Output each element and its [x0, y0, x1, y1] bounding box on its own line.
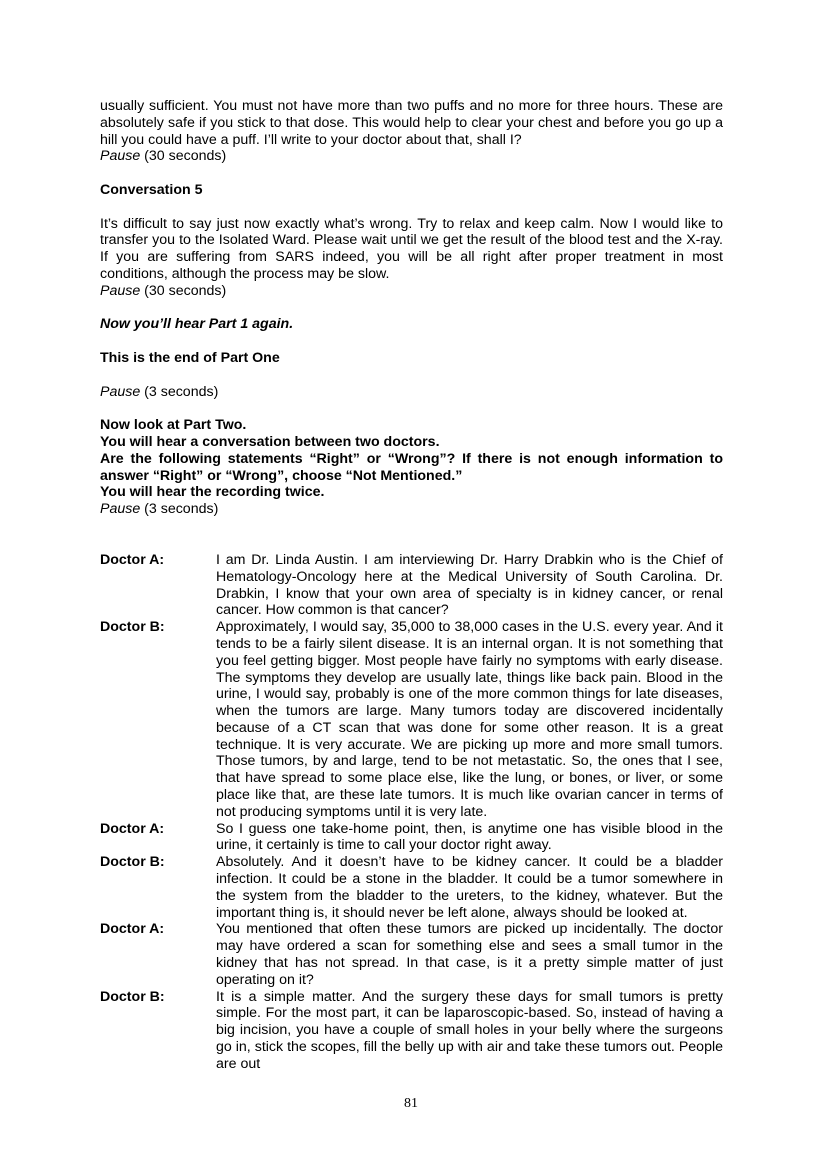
speaker-label: Doctor A: — [100, 921, 165, 938]
speaker-label: Doctor B: — [100, 619, 165, 636]
speaker-label: Doctor B: — [100, 854, 165, 871]
pause-label: Pause — [100, 148, 141, 165]
dialogue-turn — [100, 821, 723, 855]
part-two-instruction: You will hear a conversation between two doctors. — [100, 433, 440, 450]
speech-text: Approximately, I would say, 35,000 to 38,000 cases in the U.S. every year. And it tends to be a fairly silent disease. It is an internal organ. It is not something that you feel getting bigger. Most people have fairly no symptoms with early disease. The symptoms they develop are usually late, things like back pain. Blood in the urine, I would say, probably is one of the more common things for late diseases, when the tumors are large. Many tumors today are discovered incidentally because of a CT scan that was done for some other reason. It is a great technique. It is very accurate. We are picking up more and more small tumors. Those tumors, by and large, tend to be not metastatic. So, the ones that I see, that have spread to some place else, like the lung, or bones, or liver, or some place like that, are these late tumors. It is much like ovarian cancer in terms of not producing symptoms until it is very late. — [216, 619, 723, 820]
part-two-instruction: You will hear the recording twice. — [100, 484, 325, 501]
speech-text: So I guess one take-home point, then, is anytime one has visible blood in the urine, it certainly is time to call your doctor right away. — [216, 820, 723, 854]
part-1-again-instruction: Now you’ll hear Part 1 again. — [100, 316, 294, 333]
pause-line — [100, 148, 723, 165]
speech-text: Absolutely. And it doesn’t have to be kidney cancer. It could be a bladder infection. It could be a stone in the bladder. It could be a tumor somewhere in the system from the bladder to the ureters, to the kidney, whatever. But the important thing is, it should never be left alone, always should be looked at. — [216, 854, 723, 921]
dialogue-turn — [100, 619, 723, 821]
dialogue-turn — [100, 989, 723, 1073]
conversation-5-heading: Conversation 5 — [100, 181, 203, 198]
dialogue-transcript — [100, 552, 723, 1073]
page-number: 81 — [404, 1096, 418, 1111]
pause-line — [100, 384, 723, 401]
intro-paragraph: usually sufficient. You must not have more than two puffs and no more for three hours. These are absolutely safe if you stick to that dose. This would help to clear your chest and before you go up a hill you could have a puff. I’ll write to your doctor about that, shall I? — [100, 98, 723, 148]
dialogue-turn — [100, 921, 723, 988]
dialogue-turn — [100, 552, 723, 619]
pause-line — [100, 501, 723, 518]
part-two-instruction: Are the following statements “Right” or “Wrong”? If there is not enough information to answer “Right” or “Wrong”, choose “Not Mentioned.” — [100, 450, 723, 484]
speech-text: It is a simple matter. And the surgery these days for small tumors is pretty simple. For the most part, it can be laparoscopic-based. So, instead of having a big incision, you have a couple of small holes in your belly where the surgeons go in, stick the scopes, fill the belly up with air and take these tumors out. People are out — [216, 988, 723, 1072]
pause-line — [100, 283, 723, 300]
speech-text: I am Dr. Linda Austin. I am interviewing Dr. Harry Drabkin who is the Chief of Hematology-Oncology here at the Medical University of South Carolina. Dr. Drabkin, I know that your own area of specialty is in kidney cancer, or renal cancer. How common is that cancer? — [216, 551, 723, 619]
conversation-5-text: It’s difficult to say just now exactly what’s wrong. Try to relax and keep calm. Now I would like to transfer you to the Isolated Ward. Please wait until we get the result of the blood test and the X-ray. If you are suffering from SARS indeed, you will be all right after proper treatment in most conditions, although the process may be slow. — [100, 215, 723, 282]
end-of-part-one: This is the end of Part One — [100, 349, 280, 366]
pause-label: Pause — [100, 501, 141, 518]
pause-duration: (30 seconds) — [140, 148, 227, 165]
pause-duration: (3 seconds) — [140, 501, 219, 518]
speaker-label: Doctor A: — [100, 551, 165, 568]
speaker-label: Doctor A: — [100, 820, 165, 837]
pause-label: Pause — [100, 383, 141, 400]
pause-duration: (30 seconds) — [140, 282, 227, 299]
speaker-label: Doctor B: — [100, 988, 165, 1005]
document-page — [100, 98, 723, 1073]
part-two-instruction: Now look at Part Two. — [100, 417, 247, 434]
pause-duration: (3 seconds) — [140, 383, 219, 400]
dialogue-turn — [100, 854, 723, 921]
pause-label: Pause — [100, 282, 141, 299]
speech-text: You mentioned that often these tumors are picked up incidentally. The doctor may have ordered a scan for something else and sees a small tumor in the kidney that has not spread. In that case, is it a pretty simple matter of just operating on it? — [216, 921, 723, 988]
